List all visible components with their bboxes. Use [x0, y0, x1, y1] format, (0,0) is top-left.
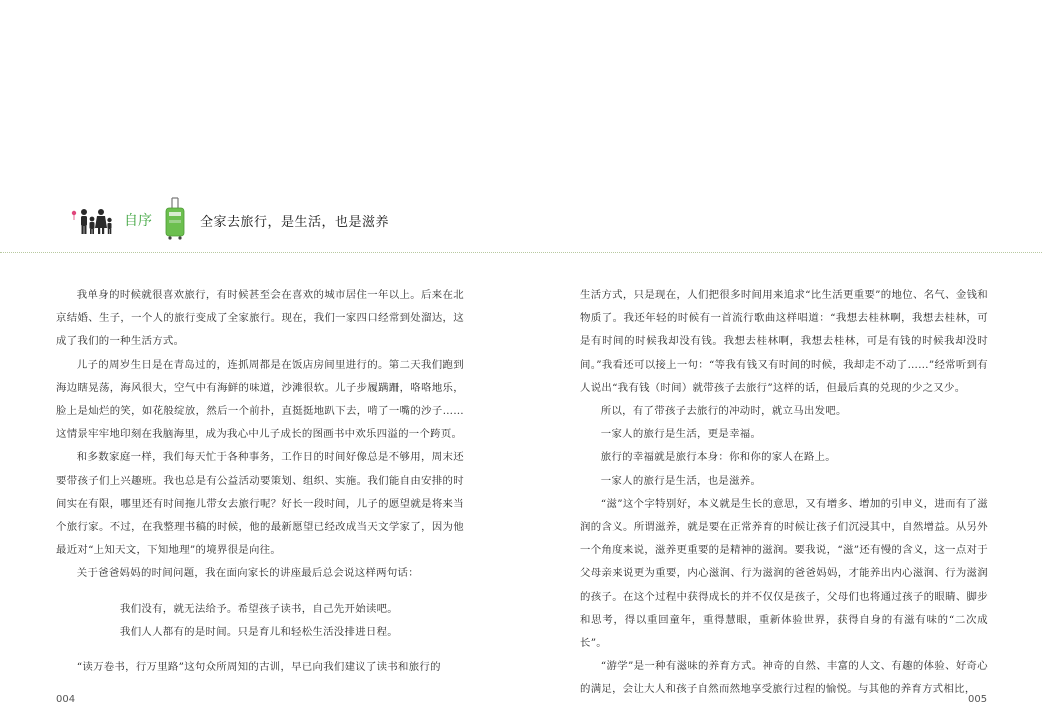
family-icon — [70, 205, 114, 235]
chapter-header — [70, 190, 389, 250]
chapter-title: 全家去旅行，是生活，也是滋养 — [200, 214, 390, 230]
body-paragraph: 生活方式，只是现在，人们把很多时间用来追求“比生活更重要”的地位、名气、金钱和物质了。我还年轻的时候有一首流行歌曲这样唱道：“我想去桂林啊，我想去桂林，可是有时间的时候我却没有钱。我想去桂林啊，我想去桂林，可是有钱的时候我却没时间。”我看还可以接上一句：“等我有钱又有时间的时候，我却走不动了……”经常听到有人说出“我有钱（时间）就带孩子去旅行”这样的话，但最后真的兑现的少之又少。 — [580, 289, 988, 394]
body-paragraph: “游学”是一种有滋味的养育方式。神奇的自然、丰富的人文、有趣的体验、好奇心的满足，会让大人和孩子自然而然地享受旅行过程的愉悦。与其他的养育方式相比， — [580, 660, 988, 696]
body-paragraph: 旅行的幸福就是旅行本身：你和你的家人在路上。 — [600, 451, 836, 464]
body-paragraph: 所以，有了带孩子去旅行的冲动时，就立马出发吧。 — [600, 405, 847, 418]
chapter-label: 自序 — [124, 213, 152, 229]
body-paragraph: 我单身的时候就很喜欢旅行，有时候甚至会在喜欢的城市居住一年以上。后来在北京结婚、生子，一个人的旅行变成了全家旅行。现在，我们一家四口经常到处溜达，这成了我们的一种生活方式。 — [56, 289, 464, 348]
body-paragraph: 一家人的旅行是生活，也是滋养。 — [600, 474, 762, 487]
page-number-left: 004 — [56, 694, 76, 705]
suitcase-icon — [164, 196, 186, 244]
quote-line: 我们没有，就无法给予。希望孩子读书，自己先开始读吧。 — [120, 602, 398, 615]
right-page — [580, 284, 988, 702]
left-page — [56, 284, 464, 679]
quote-line: 我们人人都有的是时间。只是育儿和轻松生活没排进日程。 — [120, 625, 398, 638]
body-paragraph: 儿子的周岁生日是在青岛过的，连抓周都是在饭店房间里进行的。第二天我们跑到海边瞎晃荡，海风很大，空气中有海鲜的味道，沙滩很软。儿子步履蹒跚，咯咯地乐，脸上是灿烂的笑，如花般绽放，然后一个前扑，直挺挺地趴下去，啃了一嘴的沙子……这情景牢牢地印刻在我脑海里，成为我心中儿子成长的图画书中欢乐四溢的一个跨页。 — [56, 358, 464, 441]
body-paragraph: “滋”这个字特别好，本义就是生长的意思，又有增多、增加的引申义，进而有了滋润的含义。所谓滋养，就是要在正常养育的时候让孩子们沉浸其中，自然增益。从另外一个角度来说，滋养更重要的是精神的滋润。要我说，“滋”还有慢的含义，这一点对于父母亲来说更为重要，内心滋润、行为滋润的爸爸妈妈，才能养出内心滋润、行为滋润的孩子。在这个过程中获得成长的并不仅仅是孩子，父母们也将通过孩子的眼睛、脚步和思考，得以重回童年，重得慧眼，重新体验世界，获得自身的有滋有味的“二次成长”。 — [580, 497, 988, 650]
header-divider — [0, 252, 1042, 253]
body-paragraph: “读万卷书，行万里路”这句众所周知的古训，早已向我们建议了读书和旅行的 — [76, 661, 441, 674]
body-paragraph: 一家人的旅行是生活，更是幸福。 — [600, 428, 762, 441]
page-number-right: 005 — [968, 694, 988, 705]
body-paragraph: 关于爸爸妈妈的时间问题，我在面向家长的讲座最后总会说这样两句话： — [76, 567, 419, 580]
body-paragraph: 和多数家庭一样，我们每天忙于各种事务，工作日的时间好像总是不够用，周末还要带孩子们上兴趣班。我也总是有公益活动要策划、组织、实施。我们能自由安排的时间实在有限，哪里还有时间拖儿带女去旅行呢？好长一段时间，儿子的愿望就是将来当个旅行家。不过，在我整理书稿的时候，他的最新愿望已经改成当天文学家了，因为他最近对“上知天文，下知地理”的境界很是向往。 — [56, 451, 464, 557]
